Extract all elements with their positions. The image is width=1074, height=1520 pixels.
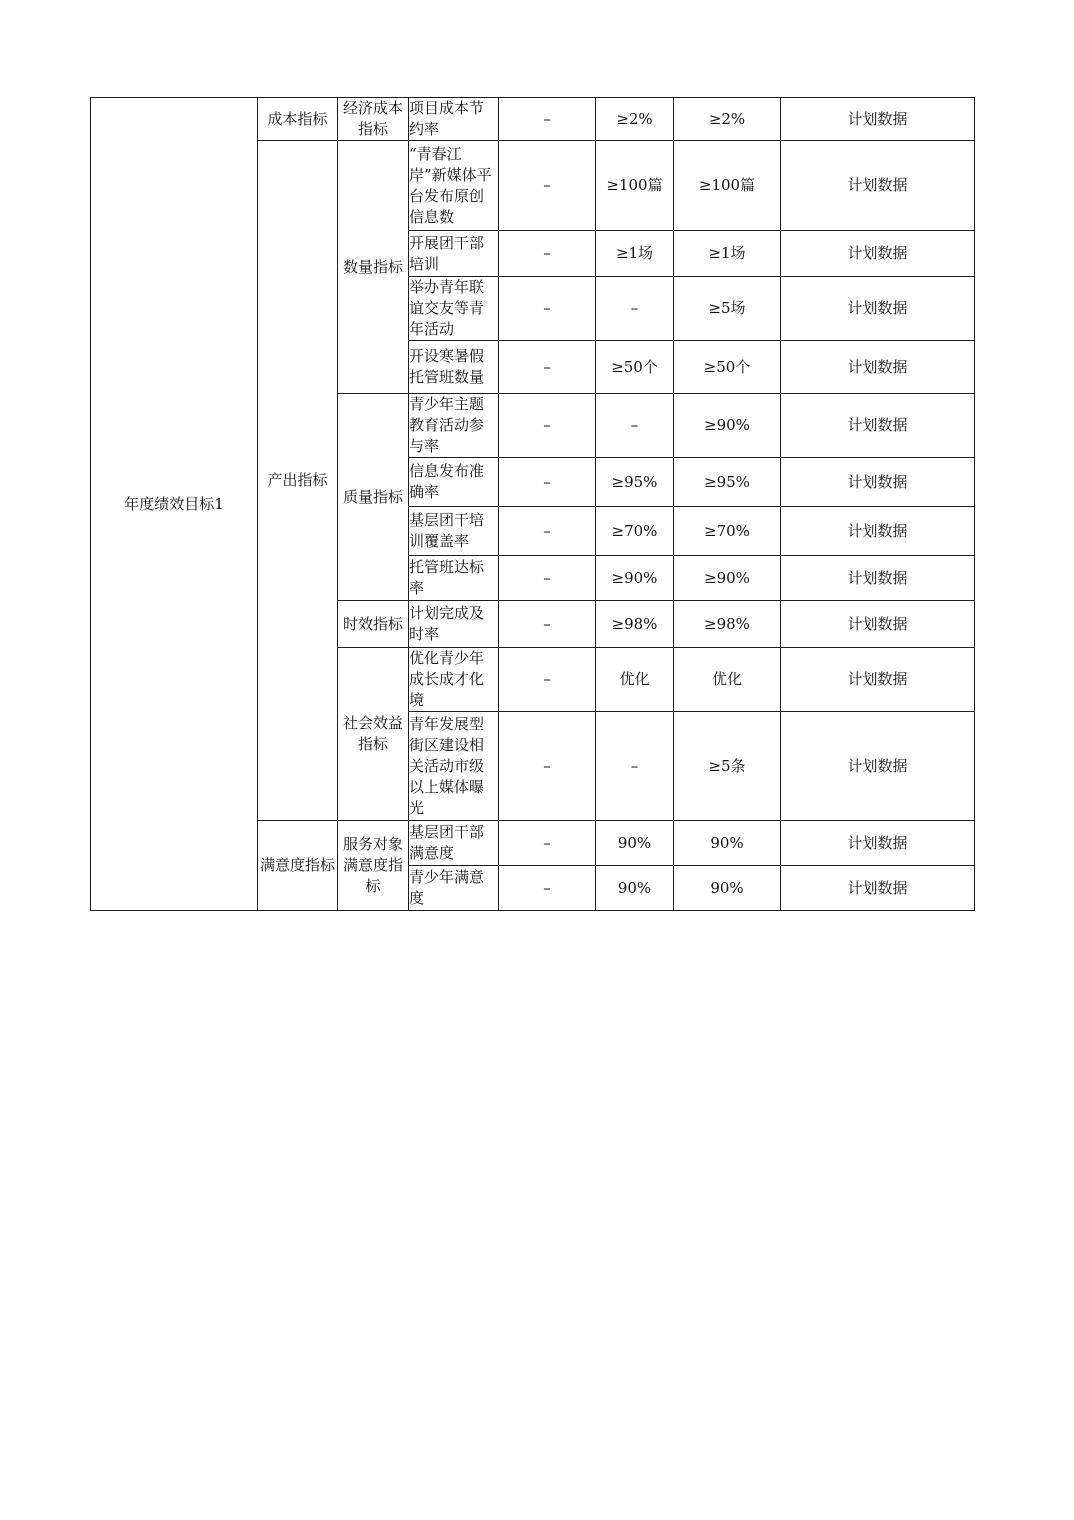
- indicator-cell: 项目成本节约率: [409, 98, 499, 141]
- value-c-cell: ≥5场: [674, 277, 781, 341]
- level2-timeliness-cell: 时效指标: [338, 601, 409, 648]
- value-b-cell: 优化: [596, 648, 674, 712]
- value-a-cell: –: [499, 277, 596, 341]
- value-c-cell: ≥98%: [674, 601, 781, 648]
- source-cell: 计划数据: [781, 648, 975, 712]
- value-a-cell: –: [499, 394, 596, 458]
- value-b-cell: –: [596, 712, 674, 821]
- value-c-cell: ≥95%: [674, 458, 781, 507]
- value-c-cell: ≥90%: [674, 394, 781, 458]
- table-row: [91, 98, 975, 141]
- level1-satisfaction-cell: 满意度指标: [258, 821, 338, 911]
- indicator-cell: 基层团干培训覆盖率: [409, 507, 499, 556]
- level2-social-benefit-cell: 社会效益指标: [338, 648, 409, 821]
- value-a-cell: –: [499, 866, 596, 911]
- value-a-cell: –: [499, 458, 596, 507]
- value-a-cell: –: [499, 341, 596, 394]
- value-a-cell: –: [499, 821, 596, 866]
- source-cell: 计划数据: [781, 98, 975, 141]
- level2-service-satisfaction-cell: 服务对象满意度指标: [338, 821, 409, 911]
- indicator-cell: 举办青年联谊交友等青年活动: [409, 277, 499, 341]
- source-cell: 计划数据: [781, 341, 975, 394]
- value-b-cell: 90%: [596, 866, 674, 911]
- indicator-cell: 青少年满意度: [409, 866, 499, 911]
- source-cell: 计划数据: [781, 458, 975, 507]
- value-b-cell: ≥1场: [596, 231, 674, 277]
- value-b-cell: ≥95%: [596, 458, 674, 507]
- value-b-cell: 90%: [596, 821, 674, 866]
- level2-economic-cost-cell: 经济成本指标: [338, 98, 409, 141]
- indicator-cell: 信息发布准确率: [409, 458, 499, 507]
- value-c-cell: ≥1场: [674, 231, 781, 277]
- value-a-cell: –: [499, 507, 596, 556]
- level2-quality-cell: 质量指标: [338, 394, 409, 601]
- source-cell: 计划数据: [781, 556, 975, 601]
- value-c-cell: ≥100篇: [674, 141, 781, 231]
- value-b-cell: ≥70%: [596, 507, 674, 556]
- value-b-cell: ≥2%: [596, 98, 674, 141]
- source-cell: 计划数据: [781, 507, 975, 556]
- source-cell: 计划数据: [781, 866, 975, 911]
- indicator-cell: 计划完成及时率: [409, 601, 499, 648]
- value-b-cell: ≥50个: [596, 341, 674, 394]
- value-a-cell: –: [499, 98, 596, 141]
- source-cell: 计划数据: [781, 141, 975, 231]
- level1-cost-cell: 成本指标: [258, 98, 338, 141]
- source-cell: 计划数据: [781, 231, 975, 277]
- indicator-cell: 优化青少年成长成才化境: [409, 648, 499, 712]
- value-c-cell: 优化: [674, 648, 781, 712]
- value-c-cell: ≥90%: [674, 556, 781, 601]
- source-cell: 计划数据: [781, 601, 975, 648]
- value-b-cell: ≥98%: [596, 601, 674, 648]
- indicator-cell: 青年发展型街区建设相关活动市级以上媒体曝光: [409, 712, 499, 821]
- performance-indicator-table: [90, 97, 975, 911]
- level1-output-cell: 产出指标: [258, 141, 338, 821]
- indicator-cell: 基层团干部满意度: [409, 821, 499, 866]
- value-b-cell: ≥100篇: [596, 141, 674, 231]
- value-b-cell: –: [596, 394, 674, 458]
- level2-quantity-cell: 数量指标: [338, 141, 409, 394]
- value-c-cell: 90%: [674, 866, 781, 911]
- source-cell: 计划数据: [781, 277, 975, 341]
- value-b-cell: ≥90%: [596, 556, 674, 601]
- indicator-cell: “青春江岸”新媒体平台发布原创信息数: [409, 141, 499, 231]
- value-c-cell: ≥50个: [674, 341, 781, 394]
- value-a-cell: –: [499, 601, 596, 648]
- value-a-cell: –: [499, 712, 596, 821]
- source-cell: 计划数据: [781, 712, 975, 821]
- value-a-cell: –: [499, 141, 596, 231]
- value-a-cell: –: [499, 648, 596, 712]
- indicator-cell: 开展团干部培训: [409, 231, 499, 277]
- indicator-cell: 开设寒暑假托管班数量: [409, 341, 499, 394]
- source-cell: 计划数据: [781, 821, 975, 866]
- value-c-cell: 90%: [674, 821, 781, 866]
- value-a-cell: –: [499, 556, 596, 601]
- source-cell: 计划数据: [781, 394, 975, 458]
- value-c-cell: ≥2%: [674, 98, 781, 141]
- indicator-cell: 托管班达标率: [409, 556, 499, 601]
- value-a-cell: –: [499, 231, 596, 277]
- indicator-cell: 青少年主题教育活动参与率: [409, 394, 499, 458]
- value-c-cell: ≥70%: [674, 507, 781, 556]
- value-b-cell: –: [596, 277, 674, 341]
- value-c-cell: ≥5条: [674, 712, 781, 821]
- annual-goal-cell: 年度绩效目标1: [91, 98, 258, 911]
